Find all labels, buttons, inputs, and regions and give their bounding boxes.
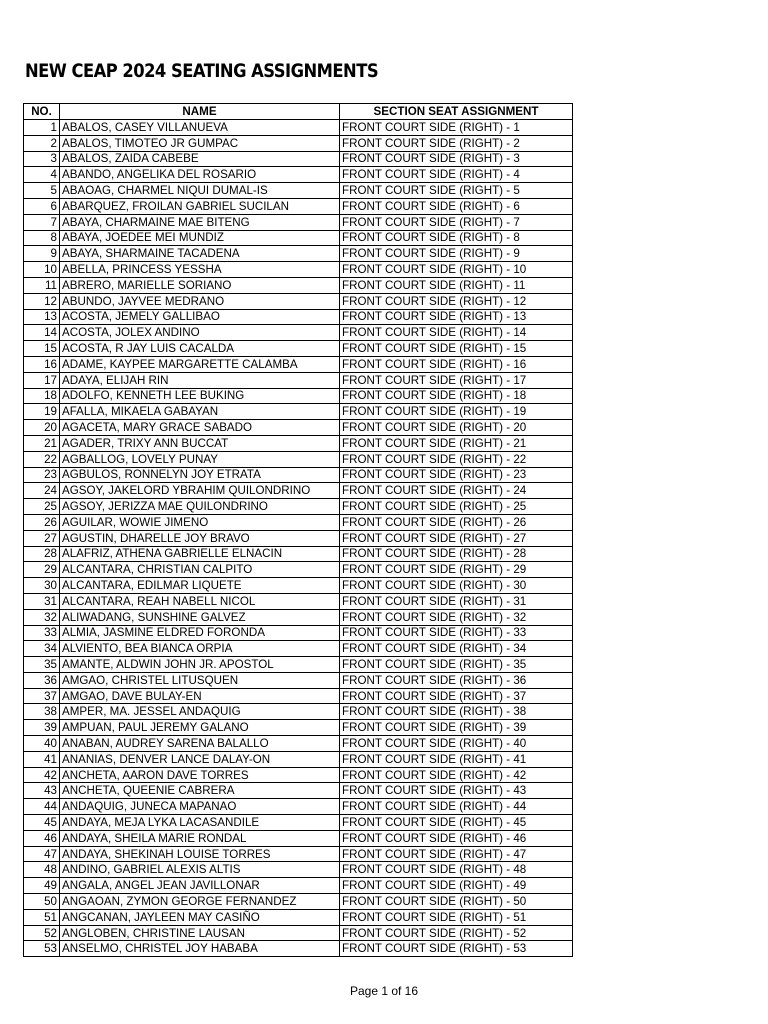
row-number-cell: 2: [24, 135, 60, 151]
seat-assignment-cell: FRONT COURT SIDE (RIGHT) - 30: [340, 578, 573, 594]
name-cell: AGBULOS, RONNELYN JOY ETRATA: [60, 467, 340, 483]
name-cell: AFALLA, MIKAELA GABAYAN: [60, 404, 340, 420]
name-cell: ALIWADANG, SUNSHINE GALVEZ: [60, 609, 340, 625]
row-number-cell: 22: [24, 451, 60, 467]
seat-assignment-cell: FRONT COURT SIDE (RIGHT) - 38: [340, 704, 573, 720]
name-cell: AMGAO, DAVE BULAY-EN: [60, 688, 340, 704]
name-cell: AGBALLOG, LOVELY PUNAY: [60, 451, 340, 467]
row-number-cell: 21: [24, 435, 60, 451]
name-cell: AGSOY, JAKELORD YBRAHIM QUILONDRINO: [60, 483, 340, 499]
table-row: [24, 151, 573, 167]
name-cell: ABANDO, ANGELIKA DEL ROSARIO: [60, 167, 340, 183]
name-cell: ANGALA, ANGEL JEAN JAVILLONAR: [60, 878, 340, 894]
row-number-cell: 9: [24, 246, 60, 262]
name-cell: ALVIENTO, BEA BIANCA ORPIA: [60, 641, 340, 657]
seat-assignment-cell: FRONT COURT SIDE (RIGHT) - 9: [340, 246, 573, 262]
name-cell: ANDAYA, SHEKINAH LOUISE TORRES: [60, 846, 340, 862]
row-number-cell: 42: [24, 767, 60, 783]
table-row: [24, 483, 573, 499]
name-cell: ALCANTARA, EDILMAR LIQUETE: [60, 578, 340, 594]
table-row: [24, 356, 573, 372]
row-number-cell: 48: [24, 862, 60, 878]
seat-assignment-cell: FRONT COURT SIDE (RIGHT) - 12: [340, 293, 573, 309]
page-number: Page 1 of 16: [349, 984, 419, 998]
table-row: [24, 546, 573, 562]
table-row: [24, 309, 573, 325]
table-row: [24, 325, 573, 341]
row-number-cell: 10: [24, 262, 60, 278]
name-cell: AMPUAN, PAUL JEREMY GALANO: [60, 720, 340, 736]
row-number-cell: 41: [24, 751, 60, 767]
seat-assignment-cell: FRONT COURT SIDE (RIGHT) - 52: [340, 925, 573, 941]
seat-assignment-cell: FRONT COURT SIDE (RIGHT) - 34: [340, 641, 573, 657]
seat-assignment-cell: FRONT COURT SIDE (RIGHT) - 45: [340, 815, 573, 831]
table-row: [24, 135, 573, 151]
seat-assignment-cell: FRONT COURT SIDE (RIGHT) - 47: [340, 846, 573, 862]
seat-assignment-cell: FRONT COURT SIDE (RIGHT) - 19: [340, 404, 573, 420]
name-cell: AGUSTIN, DHARELLE JOY BRAVO: [60, 530, 340, 546]
table-row: [24, 846, 573, 862]
seat-assignment-cell: FRONT COURT SIDE (RIGHT) - 10: [340, 262, 573, 278]
name-cell: ANGLOBEN, CHRISTINE LAUSAN: [60, 925, 340, 941]
row-number-cell: 24: [24, 483, 60, 499]
row-number-cell: 17: [24, 372, 60, 388]
row-number-cell: 33: [24, 625, 60, 641]
row-number-cell: 39: [24, 720, 60, 736]
name-cell: ACOSTA, R JAY LUIS CACALDA: [60, 341, 340, 357]
row-number-cell: 52: [24, 925, 60, 941]
row-number-cell: 51: [24, 909, 60, 925]
name-cell: ADOLFO, KENNETH LEE BUKING: [60, 388, 340, 404]
seat-assignment-cell: FRONT COURT SIDE (RIGHT) - 3: [340, 151, 573, 167]
seat-assignment-cell: FRONT COURT SIDE (RIGHT) - 1: [340, 120, 573, 136]
column-header-no: NO.: [24, 104, 60, 120]
name-cell: ABALOS, TIMOTEO JR GUMPAC: [60, 135, 340, 151]
table-row: [24, 672, 573, 688]
name-cell: ABALOS, ZAIDA CABEBE: [60, 151, 340, 167]
row-number-cell: 38: [24, 704, 60, 720]
seat-assignment-cell: FRONT COURT SIDE (RIGHT) - 22: [340, 451, 573, 467]
table-row: [24, 341, 573, 357]
table-row: [24, 767, 573, 783]
table-row: [24, 388, 573, 404]
row-number-cell: 15: [24, 341, 60, 357]
seat-assignment-cell: FRONT COURT SIDE (RIGHT) - 37: [340, 688, 573, 704]
row-number-cell: 35: [24, 657, 60, 673]
row-number-cell: 29: [24, 562, 60, 578]
row-number-cell: 47: [24, 846, 60, 862]
table-header-row: [24, 104, 573, 120]
row-number-cell: 45: [24, 815, 60, 831]
table-row: [24, 799, 573, 815]
name-cell: ANSELMO, CHRISTEL JOY HABABA: [60, 941, 340, 957]
seat-assignment-cell: FRONT COURT SIDE (RIGHT) - 29: [340, 562, 573, 578]
seat-assignment-cell: FRONT COURT SIDE (RIGHT) - 6: [340, 198, 573, 214]
row-number-cell: 53: [24, 941, 60, 957]
seat-assignment-cell: FRONT COURT SIDE (RIGHT) - 27: [340, 530, 573, 546]
name-cell: ANABAN, AUDREY SARENA BALALLO: [60, 736, 340, 752]
seat-assignment-cell: FRONT COURT SIDE (RIGHT) - 8: [340, 230, 573, 246]
seat-assignment-cell: FRONT COURT SIDE (RIGHT) - 44: [340, 799, 573, 815]
seat-assignment-cell: FRONT COURT SIDE (RIGHT) - 24: [340, 483, 573, 499]
seat-assignment-cell: FRONT COURT SIDE (RIGHT) - 42: [340, 767, 573, 783]
seat-assignment-cell: FRONT COURT SIDE (RIGHT) - 35: [340, 657, 573, 673]
table-row: [24, 277, 573, 293]
row-number-cell: 43: [24, 783, 60, 799]
row-number-cell: 1: [24, 120, 60, 136]
row-number-cell: 28: [24, 546, 60, 562]
seat-assignment-cell: FRONT COURT SIDE (RIGHT) - 53: [340, 941, 573, 957]
table-row: [24, 499, 573, 515]
name-cell: ANCHETA, QUEENIE CABRERA: [60, 783, 340, 799]
name-cell: ABAYA, CHARMAINE MAE BITENG: [60, 214, 340, 230]
table-row: [24, 720, 573, 736]
name-cell: ANDAYA, MEJA LYKA LACASANDILE: [60, 815, 340, 831]
name-cell: ABAYA, SHARMAINE TACADENA: [60, 246, 340, 262]
seat-assignment-cell: FRONT COURT SIDE (RIGHT) - 4: [340, 167, 573, 183]
row-number-cell: 25: [24, 499, 60, 515]
seat-assignment-cell: FRONT COURT SIDE (RIGHT) - 33: [340, 625, 573, 641]
table-row: [24, 420, 573, 436]
seat-assignment-cell: FRONT COURT SIDE (RIGHT) - 14: [340, 325, 573, 341]
seat-assignment-cell: FRONT COURT SIDE (RIGHT) - 11: [340, 277, 573, 293]
row-number-cell: 27: [24, 530, 60, 546]
row-number-cell: 46: [24, 830, 60, 846]
name-cell: ACOSTA, JEMELY GALLIBAO: [60, 309, 340, 325]
name-cell: ABARQUEZ, FROILAN GABRIEL SUCILAN: [60, 198, 340, 214]
name-cell: ANGAOAN, ZYMON GEORGE FERNANDEZ: [60, 894, 340, 910]
column-header-seat-assignment: SECTION SEAT ASSIGNMENT: [340, 104, 573, 120]
table-row: [24, 404, 573, 420]
row-number-cell: 6: [24, 198, 60, 214]
table-row: [24, 198, 573, 214]
table-row: [24, 467, 573, 483]
row-number-cell: 8: [24, 230, 60, 246]
row-number-cell: 32: [24, 609, 60, 625]
table-row: [24, 815, 573, 831]
table-row: [24, 925, 573, 941]
row-number-cell: 12: [24, 293, 60, 309]
row-number-cell: 19: [24, 404, 60, 420]
seat-assignment-cell: FRONT COURT SIDE (RIGHT) - 17: [340, 372, 573, 388]
name-cell: ALCANTARA, CHRISTIAN CALPITO: [60, 562, 340, 578]
table-row: [24, 230, 573, 246]
seat-assignment-cell: FRONT COURT SIDE (RIGHT) - 25: [340, 499, 573, 515]
seat-assignment-cell: FRONT COURT SIDE (RIGHT) - 20: [340, 420, 573, 436]
table-row: [24, 657, 573, 673]
table-row: [24, 530, 573, 546]
seat-assignment-cell: FRONT COURT SIDE (RIGHT) - 49: [340, 878, 573, 894]
page-title: NEW CEAP 2024 SEATING ASSIGNMENTS: [25, 60, 379, 82]
name-cell: ABELLA, PRINCESS YESSHA: [60, 262, 340, 278]
table-row: [24, 214, 573, 230]
name-cell: AGADER, TRIXY ANN BUCCAT: [60, 435, 340, 451]
row-number-cell: 26: [24, 514, 60, 530]
seat-assignment-cell: FRONT COURT SIDE (RIGHT) - 26: [340, 514, 573, 530]
row-number-cell: 49: [24, 878, 60, 894]
seat-assignment-cell: FRONT COURT SIDE (RIGHT) - 13: [340, 309, 573, 325]
table-row: [24, 578, 573, 594]
table-row: [24, 435, 573, 451]
name-cell: AGSOY, JERIZZA MAE QUILONDRINO: [60, 499, 340, 515]
seat-assignment-cell: FRONT COURT SIDE (RIGHT) - 51: [340, 909, 573, 925]
row-number-cell: 23: [24, 467, 60, 483]
seat-assignment-cell: FRONT COURT SIDE (RIGHT) - 48: [340, 862, 573, 878]
row-number-cell: 40: [24, 736, 60, 752]
table-row: [24, 562, 573, 578]
name-cell: ABAOAG, CHARMEL NIQUI DUMAL-IS: [60, 183, 340, 199]
row-number-cell: 7: [24, 214, 60, 230]
row-number-cell: 30: [24, 578, 60, 594]
seat-assignment-cell: FRONT COURT SIDE (RIGHT) - 16: [340, 356, 573, 372]
table-row: [24, 704, 573, 720]
table-row: [24, 167, 573, 183]
seat-assignment-cell: FRONT COURT SIDE (RIGHT) - 46: [340, 830, 573, 846]
table-row: [24, 751, 573, 767]
row-number-cell: 11: [24, 277, 60, 293]
table-row: [24, 862, 573, 878]
seat-assignment-cell: FRONT COURT SIDE (RIGHT) - 21: [340, 435, 573, 451]
seat-assignment-cell: FRONT COURT SIDE (RIGHT) - 18: [340, 388, 573, 404]
seat-assignment-cell: FRONT COURT SIDE (RIGHT) - 32: [340, 609, 573, 625]
seat-assignment-cell: FRONT COURT SIDE (RIGHT) - 39: [340, 720, 573, 736]
table-row: [24, 120, 573, 136]
row-number-cell: 14: [24, 325, 60, 341]
name-cell: ACOSTA, JOLEX ANDINO: [60, 325, 340, 341]
row-number-cell: 36: [24, 672, 60, 688]
table-row: [24, 941, 573, 957]
row-number-cell: 31: [24, 593, 60, 609]
table-row: [24, 372, 573, 388]
name-cell: ABAYA, JOEDEE MEI MUNDIZ: [60, 230, 340, 246]
row-number-cell: 44: [24, 799, 60, 815]
table-row: [24, 514, 573, 530]
table-row: [24, 451, 573, 467]
table-row: [24, 641, 573, 657]
seating-table: [23, 103, 573, 957]
row-number-cell: 4: [24, 167, 60, 183]
seat-assignment-cell: FRONT COURT SIDE (RIGHT) - 23: [340, 467, 573, 483]
name-cell: ANDAYA, SHEILA MARIE RONDAL: [60, 830, 340, 846]
name-cell: ALMIA, JASMINE ELDRED FORONDA: [60, 625, 340, 641]
row-number-cell: 20: [24, 420, 60, 436]
name-cell: ANGCANAN, JAYLEEN MAY CASIÑO: [60, 909, 340, 925]
name-cell: ANCHETA, AARON DAVE TORRES: [60, 767, 340, 783]
column-header-name: NAME: [60, 104, 340, 120]
seat-assignment-cell: FRONT COURT SIDE (RIGHT) - 41: [340, 751, 573, 767]
row-number-cell: 16: [24, 356, 60, 372]
table-row: [24, 262, 573, 278]
name-cell: ABUNDO, JAYVEE MEDRANO: [60, 293, 340, 309]
table-row: [24, 593, 573, 609]
name-cell: AGUILAR, WOWIE JIMENO: [60, 514, 340, 530]
seat-assignment-cell: FRONT COURT SIDE (RIGHT) - 36: [340, 672, 573, 688]
seat-assignment-cell: FRONT COURT SIDE (RIGHT) - 5: [340, 183, 573, 199]
row-number-cell: 13: [24, 309, 60, 325]
row-number-cell: 18: [24, 388, 60, 404]
row-number-cell: 34: [24, 641, 60, 657]
row-number-cell: 5: [24, 183, 60, 199]
name-cell: ANDINO, GABRIEL ALEXIS ALTIS: [60, 862, 340, 878]
name-cell: AMGAO, CHRISTEL LITUSQUEN: [60, 672, 340, 688]
table-row: [24, 183, 573, 199]
seat-assignment-cell: FRONT COURT SIDE (RIGHT) - 43: [340, 783, 573, 799]
seat-assignment-cell: FRONT COURT SIDE (RIGHT) - 2: [340, 135, 573, 151]
name-cell: ANDAQUIG, JUNECA MAPANAO: [60, 799, 340, 815]
table-row: [24, 688, 573, 704]
name-cell: AMPER, MA. JESSEL ANDAQUIG: [60, 704, 340, 720]
seat-assignment-cell: FRONT COURT SIDE (RIGHT) - 15: [340, 341, 573, 357]
table-row: [24, 293, 573, 309]
name-cell: ALAFRIZ, ATHENA GABRIELLE ELNACIN: [60, 546, 340, 562]
name-cell: ABRERO, MARIELLE SORIANO: [60, 277, 340, 293]
name-cell: ALCANTARA, REAH NABELL NICOL: [60, 593, 340, 609]
table-row: [24, 609, 573, 625]
seat-assignment-cell: FRONT COURT SIDE (RIGHT) - 31: [340, 593, 573, 609]
name-cell: ADAME, KAYPEE MARGARETTE CALAMBA: [60, 356, 340, 372]
table-row: [24, 909, 573, 925]
name-cell: ADAYA, ELIJAH RIN: [60, 372, 340, 388]
seat-assignment-cell: FRONT COURT SIDE (RIGHT) - 50: [340, 894, 573, 910]
row-number-cell: 3: [24, 151, 60, 167]
table-row: [24, 625, 573, 641]
table-row: [24, 878, 573, 894]
name-cell: ANANIAS, DENVER LANCE DALAY-ON: [60, 751, 340, 767]
seat-assignment-cell: FRONT COURT SIDE (RIGHT) - 7: [340, 214, 573, 230]
name-cell: AMANTE, ALDWIN JOHN JR. APOSTOL: [60, 657, 340, 673]
row-number-cell: 50: [24, 894, 60, 910]
seat-assignment-cell: FRONT COURT SIDE (RIGHT) - 40: [340, 736, 573, 752]
name-cell: ABALOS, CASEY VILLANUEVA: [60, 120, 340, 136]
table-row: [24, 830, 573, 846]
table-row: [24, 783, 573, 799]
seat-assignment-cell: FRONT COURT SIDE (RIGHT) - 28: [340, 546, 573, 562]
name-cell: AGACETA, MARY GRACE SABADO: [60, 420, 340, 436]
table-body: [24, 120, 573, 957]
row-number-cell: 37: [24, 688, 60, 704]
table-row: [24, 894, 573, 910]
table-row: [24, 736, 573, 752]
table-row: [24, 246, 573, 262]
